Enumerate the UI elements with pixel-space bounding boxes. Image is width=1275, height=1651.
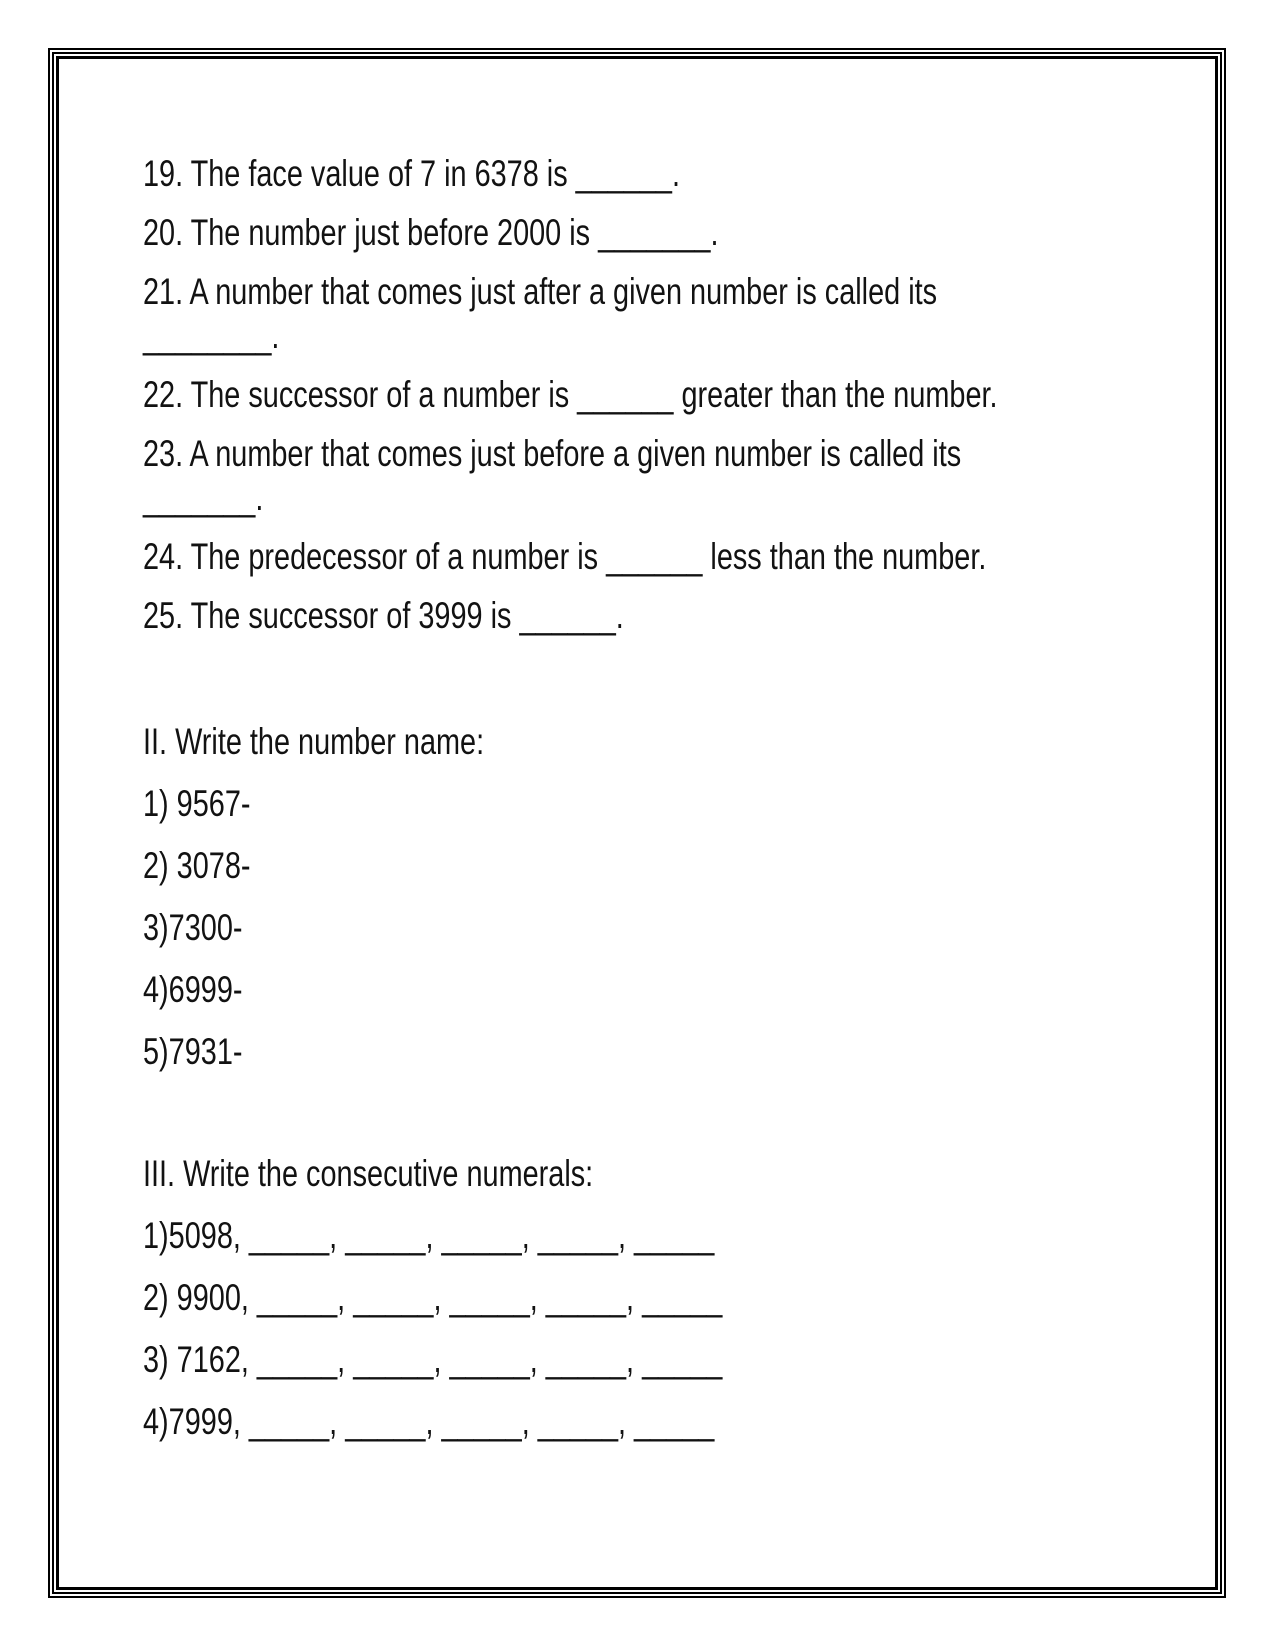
number-name-item-1-text: 1) 9567- [143,783,251,824]
question-20 [143,211,1215,255]
section-3-heading [143,1152,1215,1196]
consecutive-item-3 [143,1338,1215,1382]
question-23 [143,432,1215,520]
question-22-text: 22. The successor of a number is ______ greater than the number. [143,374,998,415]
consecutive-item-4-text: 4)7999, _____, _____, _____, _____, _____ [143,1401,715,1442]
question-22 [143,373,1215,417]
question-19-text: 19. The face value of 7 in 6378 is ______. [143,153,680,194]
consecutive-item-1 [143,1214,1215,1258]
question-25 [143,594,1215,638]
number-name-item-2-text: 2) 3078- [143,845,251,886]
consecutive-item-2 [143,1276,1215,1320]
number-name-item-3 [143,906,1215,950]
consecutive-item-2-text: 2) 9900, _____, _____, _____, _____, _____ [143,1277,723,1318]
section-2-heading [143,720,1215,764]
number-name-item-5 [143,1030,1215,1074]
number-name-item-3-text: 3)7300- [143,907,243,948]
question-23-text: 23. A number that comes just before a given number is called its [143,433,962,474]
question-24-text: 24. The predecessor of a number is ______ less than the number. [143,536,987,577]
consecutive-item-3-text: 3) 7162, _____, _____, _____, _____, _____ [143,1339,723,1380]
number-name-item-2 [143,844,1215,888]
question-20-text: 20. The number just before 2000 is _______. [143,212,719,253]
question-21-text: 21. A number that comes just after a given number is called its [143,271,938,312]
consecutive-item-1-text: 1)5098, _____, _____, _____, _____, _____ [143,1215,715,1256]
question-24 [143,535,1215,579]
section-2-heading-text: II. Write the number name: [143,721,485,762]
question-25-text: 25. The successor of 3999 is ______. [143,595,624,636]
section-3-heading-text: III. Write the consecutive numerals: [143,1153,594,1194]
consecutive-item-4 [143,1400,1215,1444]
section-gap [143,1092,1215,1152]
question-21 [143,270,1215,358]
question-19 [143,152,1215,196]
number-name-item-4 [143,968,1215,1012]
question-21-blank-line: ________. [143,315,280,356]
worksheet-content [59,59,1215,1462]
section-gap [143,653,1215,720]
number-name-item-1 [143,782,1215,826]
number-name-item-5-text: 5)7931- [143,1031,243,1072]
question-23-blank-line: _______. [143,477,264,518]
number-name-item-4-text: 4)6999- [143,969,243,1010]
